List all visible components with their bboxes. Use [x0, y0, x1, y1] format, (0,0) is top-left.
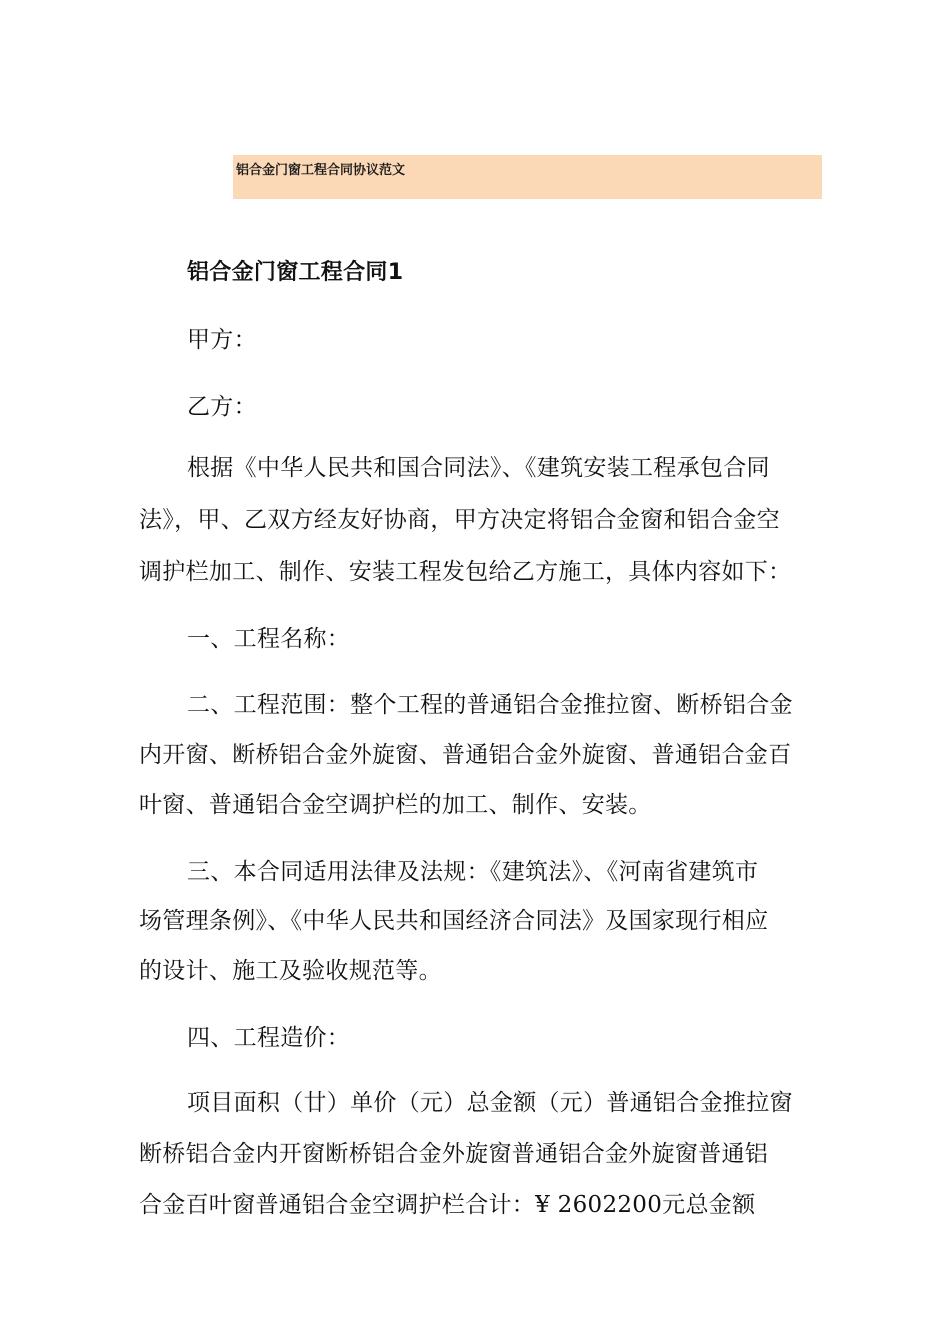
pricing-line-3: 合金百叶窗普通铝合金空调护栏合计：¥ 2602200元总金额	[139, 1192, 756, 1218]
section-2-line-2: 内开窗、断桥铝合金外旋窗、普通铝合金外旋窗、普通铝合金百	[139, 742, 792, 768]
intro-line-1: 根据《中华人民共和国合同法》、《建筑安装工程承包合同	[187, 455, 770, 481]
party-a-label: 甲方：	[187, 327, 257, 353]
section-3-line-2: 场管理条例》、《中华人民共和国经济合同法》及国家现行相应	[139, 908, 769, 934]
intro-line-3: 调护栏加工、制作、安装工程发包给乙方施工，具体内容如下：	[139, 559, 792, 585]
section-4-heading: 四、工程造价：	[187, 1025, 351, 1051]
pricing-line-2: 断桥铝合金内开窗断桥铝合金外旋窗普通铝合金外旋窗普通铝	[139, 1141, 769, 1167]
pricing-line-1: 项目面积（廿）单价（元）总金额（元）普通铝合金推拉窗	[187, 1090, 793, 1116]
header-title: 铝合金门窗工程合同协议范文	[236, 163, 406, 178]
section-2-line-1: 二、工程范围：整个工程的普通铝合金推拉窗、断桥铝合金	[187, 692, 793, 718]
intro-line-2: 法》，甲、乙双方经友好协商，甲方决定将铝合金窗和铝合金空	[139, 507, 780, 533]
party-b-label: 乙方：	[187, 394, 257, 420]
section-2-line-3: 叶窗、普通铝合金空调护栏的加工、制作、安装。	[139, 792, 652, 818]
section-3-line-3: 的设计、施工及验收规范等。	[139, 958, 442, 984]
contract-title: 铝合金门窗工程合同1	[187, 260, 404, 285]
section-1-heading: 一、工程名称：	[187, 626, 351, 652]
section-3-line-1: 三、本合同适用法律及法规：《建筑法》、《河南省建筑市	[187, 859, 759, 885]
header-band	[233, 155, 822, 199]
